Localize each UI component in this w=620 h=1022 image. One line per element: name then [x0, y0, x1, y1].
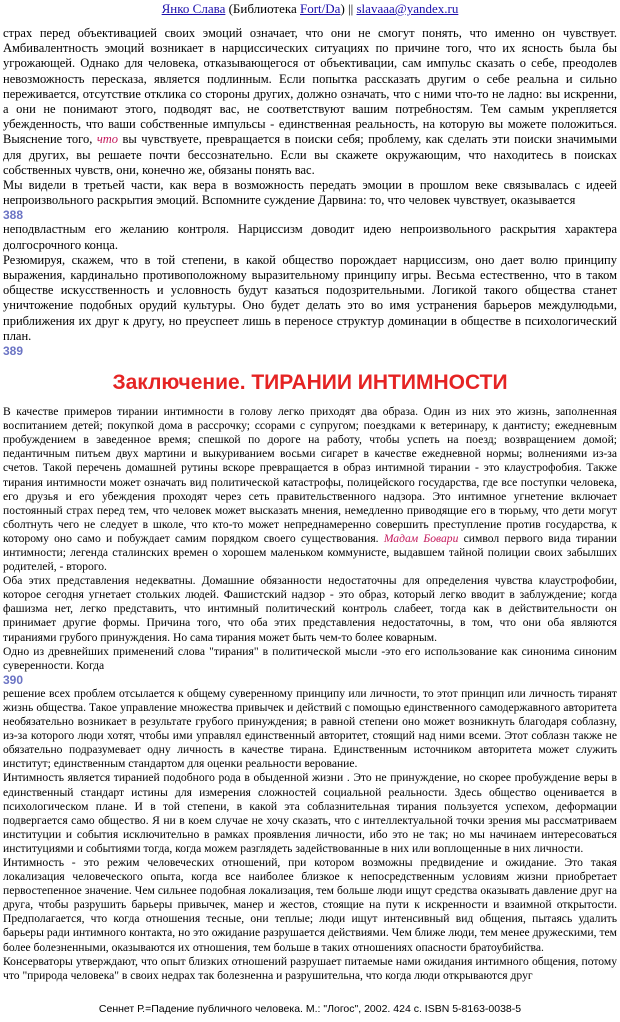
- page-number-389: 389: [3, 344, 24, 359]
- paragraph: решение всех проблем отсылается к общему суверенному принципу или личности, то этот принцип или личность тиранят жизнь общества. Такое управление множества привычек и действий с помощью единственного самодержавного авторитета необязательно возникает в результате грубого принуждения; в равной степени оно может возникнуть благодаря соблазну, из-за которого люди хотят, чтобы ими управлял единственный авторитет, стоящий над ними всеми. Этот соблазн также не обязательно подразумевает одну личность в качестве тирана. Единственным источником авторитета может служить институт; единственным стандартом для оценки реальности верование.: [3, 686, 617, 771]
- paragraph: Одно из древнейших применений слова "тирания" в политической мысли -это его использование как синонима синоним суверенности. Когда: [3, 644, 617, 672]
- paragraph: Мы видели в третьей части, как вера в возможность передать эмоции в прошлом веке связывалась с идеей непроизвольного раскрытия эмоций. Вспомните суждение Дарвина: то, что человек чувствует, оказывается: [3, 178, 617, 208]
- library-link[interactable]: Fort/Da: [300, 1, 341, 16]
- paragraph: неподвластным его желанию контроля. Нарциссизм доводит идею непроизвольного раскрытия характера долгосрочного конца.: [3, 222, 617, 252]
- paragraph: Консерваторы утверждают, что опыт близких отношений разрушает питаемые нами ожидания интимного общения, потому что "природа человека" в своих недрах так болезненна и разрушительна, что когда люди открываются друг: [3, 954, 617, 982]
- document-body: [3, 26, 617, 983]
- author-link[interactable]: Янко Слава: [161, 1, 226, 16]
- emphasis-text: что: [96, 132, 119, 147]
- paragraph: В качестве примеров тирании интимности в голову легко приходят два образа. Один из них это жизнь, заполненная воспитанием детей; покупкой дома в рассрочку; ссорами с супругом; поездками к ветеринару, к дантисту; ежедневным пробуждением в заведенное время; спешкой по дороге на работу, чтобы успеть на поезд; возвращением домой; педантичным питьем двух мартини и выкуриванием восьми сигарет в качестве ежедневной нормы; волнениями из-за счетов. Такой перечень домашней рутины вскоре превращается в образ интимной тирании - это клаустрофобия. Также тирания интимности может означать вид политической катастрофы, полицейского государства, где все поступки человека, его друзья и его убеждения проходят через сеть правительственного надзора. Это интимное угнетение включает постоянный страх перед тем, что человек может высказать мнения, немедленно приводящие его в тюрьму, что дети могут сболтнуть чего не следует в школе, что кто-то может непреднамеренно совершить преступление против государства, к которому оно само и побуждает самим порядком своего существования. Мадам Бовари символ первого вида тирании интимности; легенда сталинских времен о хорошем маленьком коммунисте, выдавшем тайной полиции своих забылших родителей, - второго.: [3, 405, 617, 574]
- library-prefix: (Библиотека: [225, 1, 300, 16]
- paragraph: Оба этих представления недекватны. Домашние обязанности недостаточны для определения чувства клаустрофобии, которое сегодня угнетает стольких людей. Фашистский надзор - это образ, который легко вводит в заблуждение; когда фашизма нет, легко представить, что интимный политический контроль слабеет, тогда как в действительности он принимает другие формы. Причина того, что оба этих представления недостаточны, в том, что они оба являются тираниями грубого принуждения. Но сама тирания может быть чем-то более коварным.: [3, 574, 617, 644]
- emphasis-text: Мадам Бовари: [383, 531, 459, 545]
- page-header: [0, 0, 620, 17]
- paragraph: Интимность является тиранией подобного рода в обыденной жизни . Это не принуждение, но скорее пробуждение веры в единственный стандарт истины для измерения сложностей социальной реальности. Здесь общество оценивается в психологическом плане. И в той степени, в какой эта соблазнительная тирания пользуется успехом, деформации подвергается само общество. Я ни в коем случае не хочу сказать, что с интеллектуальной точки зрения мы рассматриваем институции и события исключительно в рамках проявления личности, ибо это не так; но мы начинаем интересоваться институциями и событиями тогда, когда можем разглядеть задействованные в них или воплощенные в них личности.: [3, 771, 617, 855]
- page-number-390: 390: [3, 672, 24, 687]
- chapter-title: Заключение. ТИРАНИИ ИНТИМНОСТИ: [112, 371, 508, 395]
- previous-chapter-section: [3, 26, 617, 358]
- conclusion-section: [3, 405, 617, 983]
- page-number-388: 388: [3, 208, 24, 223]
- library-suffix: ) ||: [340, 1, 357, 16]
- email-link[interactable]: slavaaa@yandex.ru: [356, 1, 459, 16]
- page-footer: Сеннет Р.=Падение публичного человека. М.: "Логос", 2002. 424 с. ISBN 5-8163-0038-5: [98, 1003, 522, 1015]
- paragraph: Резюмируя, скажем, что в той степени, в какой общество порождает нарциссизм, оно дает волю принципу выражения, кардинально противоположному выразительному принципу игры. Весьма естественно, что в таком обществе искусственность и условность будут казаться подозрительными. Логикой такого общества станет уничтожение подобных орудий культуры. Оно будет делать это во имя устранения барьеров междулюдьми, приближения их друг к другу, но преуспеет лишь в переносе структур доминации в обществе в психологический план.: [3, 252, 617, 343]
- paragraph: страх перед объективацией своих эмоций означает, что они не смогут понять, что именно он чувствует. Амбивалентность эмоций возникает в нарциссических ситуациях по причине того, что их ясность была бы угрожающей. Однако для человека, отказывающегося от объективации, сам импульс сказать о себе, преодолев невозможность пересказа, является подлинным. Если попытка рассказать другим о себе реальна и сильно переживается, отсутствие отклика со стороны других, должно означать, что с ними что-то не ладно: вы искренни, а они не понимают этого, подводят вас, не соответствуют вашим потребностям. Тем самым укрепляется убежденность, что ваши собственные импульсы - единственная реальность, на которую вы можете положиться. Выяснение того, что вы чувствуете, превращается в поиски себя; проблему, как сделать эти поиски значимыми для других, вы решаете почти бессознательно. Если вы скажете окружающим, что находитесь в поисках собственных чувств, они, конечно же, обязаны понять вас.: [3, 26, 618, 177]
- paragraph: Интимность - это режим человеческих отношений, при котором возможны предвидение и ожидание. Это такая локализация человеческого опыта, когда все наиболее близкое к непосредственным условиям жизни приобретает первостепенное значение. Чем сильнее подобная локализация, тем больше люди ищут средства оказывать давление друг на друга, чтобы разрушить барьеры привычек, манер и жестов, стоящие на пути к искренности и взаимной открытости. Предполагается, что когда отношения тесные, они теплые; люди ищут интенсивный вид общения, пытаясь удалить барьеры ради интимного контакта, но это ожидание разрушается действиями. Чем ближе люди, тем менее дружескими, тем более болезненными, оказываются их отношения, тем больше в таких отношениях опасности братоубийства.: [3, 855, 617, 954]
